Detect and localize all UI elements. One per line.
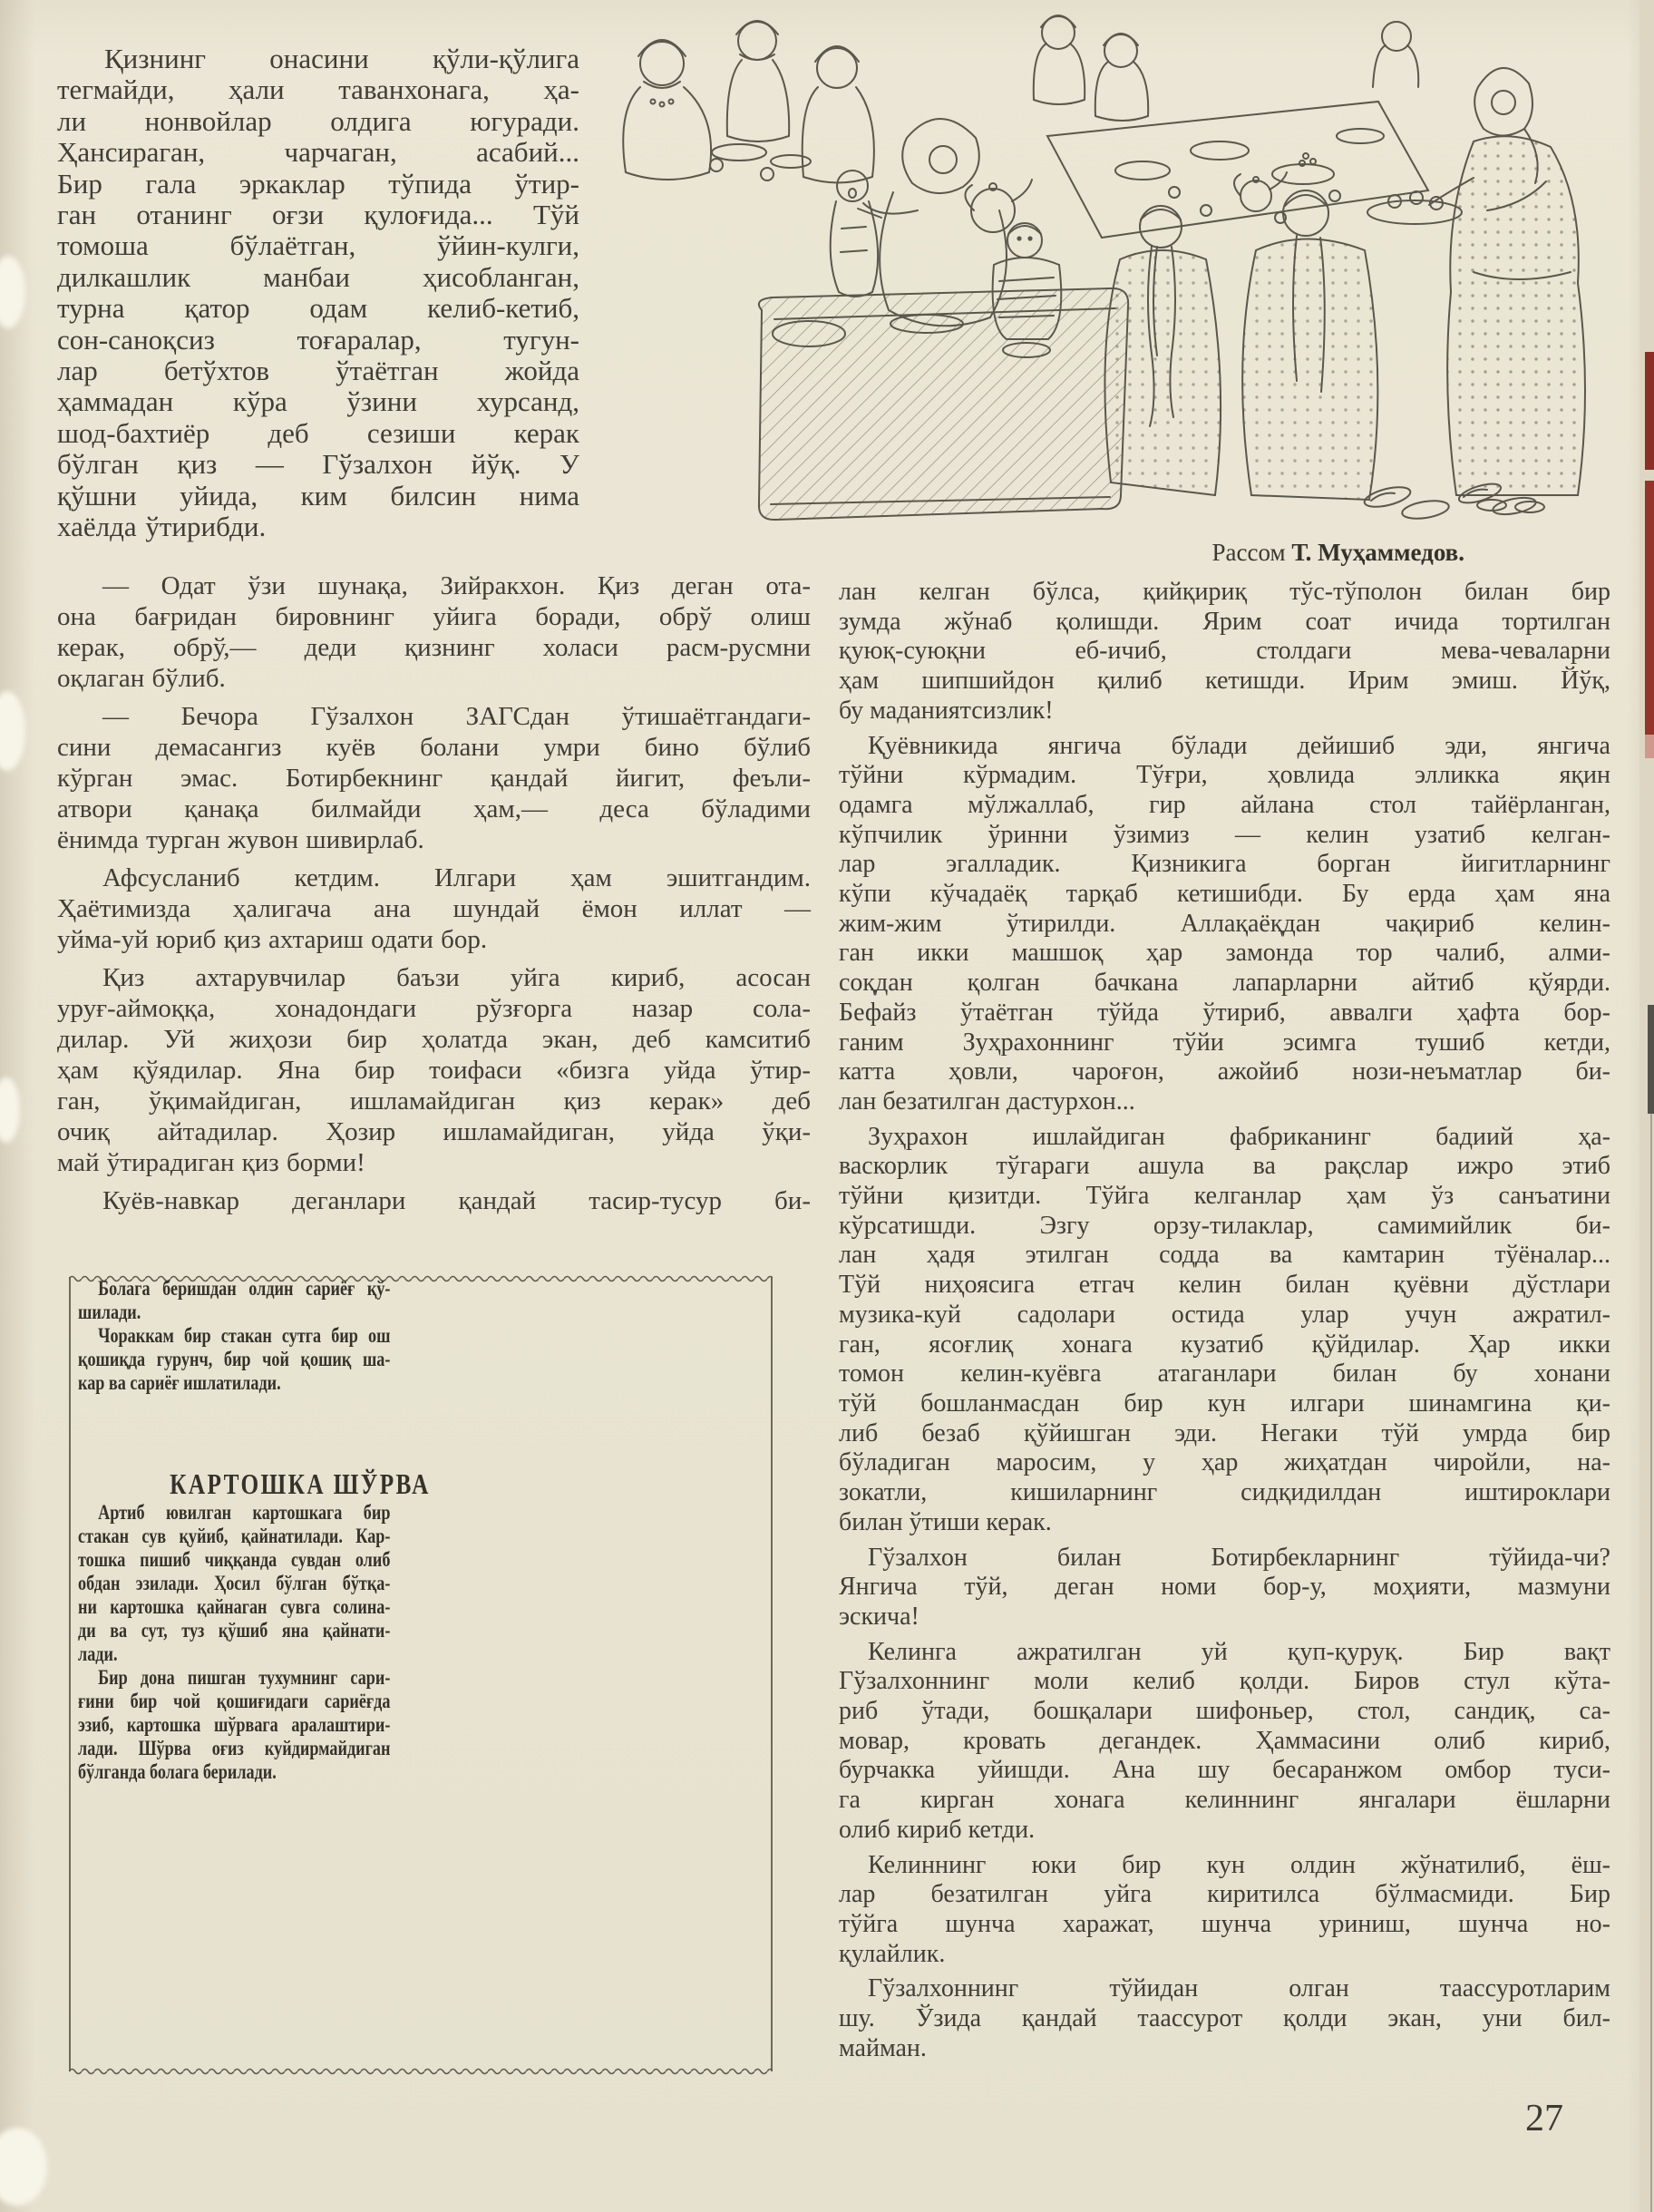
text-line: Болага беришдан олдин сариёғ қў- xyxy=(98,1277,391,1300)
paragraph xyxy=(57,44,579,543)
paragraph xyxy=(78,1277,390,1324)
text-line: Қуёвникида янгича бўлади дейишиб эди, янгича xyxy=(868,731,1610,760)
paragraph xyxy=(839,1851,1610,1970)
text-line: шилади. xyxy=(78,1301,141,1323)
text-line: тўй бошланмасдан бир кун илгари шинамгина қи- xyxy=(839,1389,1610,1418)
text-line: мовар, кровать дегандек. Ҳаммасини олиб кириб, xyxy=(839,1726,1610,1755)
intro-column xyxy=(57,44,579,543)
paragraph xyxy=(57,962,811,1178)
text-line: хаёлда ўтирибди. xyxy=(57,511,267,543)
text-line: қўшни уйида, ким билсин нима xyxy=(57,479,579,512)
text-line: ди ва сут, туз қўшиб яна қайнати- xyxy=(78,1619,391,1642)
text-line: Ҳансираган, чарчаган, асабий... xyxy=(57,136,579,169)
text-line: билан ўтиши керак. xyxy=(839,1507,1052,1536)
text-line: тўйни кўрмадим. Тўғри, ҳовлида элликка яқин xyxy=(839,761,1610,790)
text-line: кўпчилик ўринни ўзимиз — келин узатиб келган- xyxy=(839,820,1610,849)
quilt-rug xyxy=(759,288,1128,520)
text-line: қошиқда гурунч, бир чой қошиқ ша- xyxy=(78,1348,391,1370)
paragraph xyxy=(839,732,1610,1117)
text-line: тегмайди, ҳали таванхонага, ҳа- xyxy=(57,73,579,106)
story-column-left xyxy=(57,570,811,1216)
text-line: оқлаган бўлиб. xyxy=(57,664,226,693)
text-line: ганим Зуҳрахоннинг тўйи эсимга тушиб кетди, xyxy=(839,1028,1610,1057)
text-line: Куёв-навкар деганлари қандай тасир-тусур би- xyxy=(102,1186,811,1215)
text-line: кўрган эмас. Ботирбекнинг қандай йигит, феъли- xyxy=(57,764,811,793)
text-line: либ безаб қўйишган эди. Негаки тўй умрда бир xyxy=(839,1418,1610,1447)
text-line: лар бетўхтов ўтаётган жойда xyxy=(57,355,579,387)
seated-guests-left xyxy=(623,21,874,183)
text-line: Гўзалхоннинг тўйидан олган таассуротларим xyxy=(868,1974,1610,2003)
text-line: соқдан қолган бачкана лапарларни айтиб қўярди. xyxy=(839,969,1610,998)
page-edge-pink-strip xyxy=(1645,735,1654,758)
page-edge-line xyxy=(1650,1114,1652,2212)
text-line: ни картошка қайнаган сувга солина- xyxy=(78,1595,391,1618)
text-line: Зуҳрахон ишлайдиган фабриканинг бадиий ҳа- xyxy=(868,1122,1610,1151)
text-line: кўрсатишди. Эзгу орзу-тилаклар, самимийлик би- xyxy=(839,1211,1610,1240)
page-edge-red-strip xyxy=(1645,352,1654,470)
text-line: музика-куй садолари остида улар учун ажратил- xyxy=(839,1300,1610,1329)
text-line: дилкашлик манбаи ҳисобланган, xyxy=(57,260,579,293)
paper-blemish xyxy=(0,2128,47,2206)
text-line: риб ўтади, бошқалари шифоньер, стол, сандиқ, са- xyxy=(839,1697,1610,1726)
paragraph xyxy=(57,570,811,694)
text-line: бурчакка уйишди. Ана шу бесаранжом омбор туси- xyxy=(839,1756,1610,1785)
paragraph xyxy=(78,1501,390,1666)
text-line: Гўзалхон билан Ботирбекларнинг тўйида-чи? xyxy=(868,1543,1610,1572)
recipe-box xyxy=(69,1277,773,2071)
text-line: ган, ўқимайдиган, ишламайдиган қиз керак» деб xyxy=(57,1087,811,1116)
paragraph xyxy=(57,862,811,955)
text-line: шод-бахтиёр деб сезиши керак xyxy=(57,416,579,449)
text-line: ҳам шипшийдон қилиб кетишди. Ирим эмиш. Йўқ, xyxy=(839,667,1610,696)
paragraph xyxy=(839,1974,1610,2063)
text-line: бу маданиятсизлик! xyxy=(839,696,1054,725)
text-line: сон-саноқсиз тоғаралар, тугун- xyxy=(57,323,579,356)
text-line: катта ҳовли, чароғон, ажойиб нози-неъматлар би- xyxy=(839,1057,1610,1087)
text-line: она бағридан бировнинг уйига боради, обрў олиш xyxy=(57,602,811,631)
text-line: лар безатилган уйга киритилса бўлмасмиди. Бир xyxy=(839,1880,1610,1909)
text-line: — Бечора Гўзалхон ЗАГСдан ўтишаётгандаги- xyxy=(102,702,811,731)
text-line: Келиннинг юки бир кун олдин жўнатилиб, ёш- xyxy=(868,1850,1610,1879)
text-line: Бир дона пишган тухумнинг сари- xyxy=(98,1666,391,1689)
text-line: лади. xyxy=(78,1642,118,1665)
text-line: Янгича тўй, деган номи бор-у, моҳияти, мазмуни xyxy=(839,1573,1610,1602)
paragraph xyxy=(839,1638,1610,1846)
text-line: тошка пишиб чиққанда сувдан олиб xyxy=(78,1548,391,1571)
text-line: Афсусланиб кетдим. Илгари ҳам эшитгандим. xyxy=(102,863,811,892)
text-line: ган, ясоғлиқ хонага кузатиб қўйдилар. Ҳар икки xyxy=(839,1330,1610,1359)
text-line: май ўтирадиган қиз борми! xyxy=(57,1148,365,1177)
text-line: Бефайз ўтаётган тўйда ўтириб, аввалги ҳафта бор- xyxy=(839,998,1610,1027)
text-line: ган отанинг оғзи қулоғида... Тўй xyxy=(57,199,579,231)
paragraph xyxy=(78,1666,390,1784)
text-line: — Одат ўзи шунақа, Зийракхон. Қиз деган ота- xyxy=(102,571,811,600)
text-line: қуюқ-суюқни еб-ичиб, столдаги мева-чеваларни xyxy=(839,637,1610,666)
text-line: кар ва сариёғ ишлатилади. xyxy=(78,1371,281,1394)
text-line: ёнимда турган жувон шивирлаб. xyxy=(57,825,424,854)
recipe-title: КАРТОШКА ШЎРВА xyxy=(170,1467,431,1500)
text-line: томоша бўлаётган, ўйин-кулги, xyxy=(57,229,579,262)
paper-blemish xyxy=(0,256,25,328)
text-line: сини демасангиз куёв болани умри бино бўлиб xyxy=(57,733,811,762)
text-line: олиб кириб кетди. xyxy=(839,1815,1036,1844)
text-line: Гўзалхоннинг моли келиб қолди. Биров стул кўта- xyxy=(839,1667,1610,1696)
text-line: кўпи кўчадаёқ тарқаб кетишибди. Бу ерда ҳам яна xyxy=(839,880,1610,909)
text-line: лан келган бўлса, қийқириқ тўс-тўполон билан бир xyxy=(839,578,1610,606)
text-line: га кирган хонага келиннинг янгалари ёшларни xyxy=(839,1786,1610,1815)
text-line: Бир гала эркаклар тўпида ўтир- xyxy=(57,167,579,200)
text-line: ҳаммадан кўра ўзини хурсанд, xyxy=(57,385,579,418)
text-line: лади. Шўрва оғиз куйдирмайдиган xyxy=(78,1737,391,1759)
text-line: Артиб ювилган картошкага бир xyxy=(98,1501,391,1524)
recipe-note xyxy=(78,1277,390,1395)
text-line: томон келин-куёвга атаганлари билан бу хонани xyxy=(839,1359,1610,1389)
text-line: одамга мўлжаллаб, гир айлана стол тайёрланган, xyxy=(839,790,1610,819)
artist-label: Рассом xyxy=(1211,539,1286,566)
text-line: лар эгалладик. Қизникига борган йигитларнинг xyxy=(839,850,1610,879)
text-line: Тўй ниҳоясига етгач келин билан қуёвни дўстлари xyxy=(839,1271,1610,1300)
text-line: Қиз ахтарувчилар баъзи уйга кириб, асосан xyxy=(102,963,811,992)
text-line: обдан эзилади. Ҳосил бўлган бўтқа- xyxy=(78,1572,391,1594)
text-line: ҳам қўядилар. Яна бир тоифаси «бизга уйда ўтир- xyxy=(57,1056,811,1085)
text-line: керак, обрў,— деди қизнинг холаси расм-русмни xyxy=(57,633,811,662)
standing-woman-with-tray xyxy=(1367,68,1585,512)
text-line: эзиб, картошка шўрвага аралаштири- xyxy=(78,1713,391,1736)
text-line: зумда жўнаб қолишди. Ярим соат ичида тортилган xyxy=(839,607,1610,636)
text-line: очиқ айтадилар. Ҳозир ишламайдиган, уйда ўқи- xyxy=(57,1117,811,1146)
paper-blemish xyxy=(0,691,25,771)
wavy-border-bottom xyxy=(69,2066,773,2075)
text-line: лан ҳадя этилган содда ва камтарин тўёналар... xyxy=(839,1241,1610,1270)
text-line: шу. Ўзида қандай таассурот қолди экан, уни бил- xyxy=(839,2004,1610,2033)
text-line: дилар. Уй жиҳози бир ҳолатда экан, деб камситиб xyxy=(57,1025,811,1054)
wedding-feast-illustration xyxy=(580,0,1632,537)
text-line: эскича! xyxy=(839,1602,919,1631)
text-line: қулайлик. xyxy=(839,1939,946,1968)
text-line: уйма-уй юриб қиз ахтариш одати бор. xyxy=(57,925,488,954)
teapot-center xyxy=(965,180,1032,232)
text-line: стакан сув қуйиб, қайнатилади. Кар- xyxy=(78,1525,391,1547)
guests-top-center xyxy=(1034,15,1418,121)
text-line: зокатли, кишиларнинг сидқидилдан иштироклари xyxy=(839,1478,1610,1507)
text-line: ли нонвойлар олдига югуради. xyxy=(57,104,579,137)
text-line: Қизнинг онасини қўли-қўлига xyxy=(104,43,579,74)
paragraph xyxy=(839,1544,1610,1632)
text-line: майман. xyxy=(839,2033,927,2062)
text-line: Ҳаётимизда ҳалигача ана шундай ёмон иллат — xyxy=(57,894,811,923)
paragraph xyxy=(78,1324,390,1395)
text-line: ган икки машшоқ ҳар замонда тор чалиб, алми- xyxy=(839,939,1610,968)
text-line: бўлганда болага берилади. xyxy=(78,1760,277,1783)
paragraph xyxy=(57,1185,811,1216)
recipe-box-text xyxy=(78,1277,431,1784)
text-line: турна қатор одам келиб-кетиб, xyxy=(57,292,579,325)
paragraph xyxy=(57,701,811,855)
text-line: тўйни қизитди. Тўйга келганлар ҳам ўз санъатини xyxy=(839,1182,1610,1211)
page-number: 27 xyxy=(1525,2098,1563,2139)
text-line: бўладиган маросим, у ҳар жиҳатдан чиройли, на- xyxy=(839,1448,1610,1477)
text-line: ғини бир чой қошиғидаги сариёғда xyxy=(78,1690,391,1712)
story-column-right xyxy=(839,578,1610,2063)
paragraph xyxy=(839,578,1610,726)
text-line: Келинга ажратилган уй қуп-қуруқ. Бир вақт xyxy=(868,1637,1610,1666)
text-line: атвори қанақа билмайди ҳам,— деса бўладими xyxy=(57,794,811,823)
text-line: уруғ-аймоққа, хонадондаги рўзғорга назар сола- xyxy=(57,994,811,1023)
page-edge-dark-strip xyxy=(1648,1005,1654,1114)
illustration-caption xyxy=(839,537,1464,568)
text-line: лан безатилган дастурхон... xyxy=(839,1087,1135,1116)
artist-name: Т. Муҳаммедов. xyxy=(1291,539,1464,566)
paragraph xyxy=(839,1123,1610,1538)
text-line: тўйга шунча харажат, шунча уриниш, шунча но- xyxy=(839,1909,1610,1938)
text-line: бўлган қиз — Гўзалхон йўқ. У xyxy=(57,448,579,481)
recipe-steps xyxy=(78,1501,390,1784)
text-line: Чораккам бир стакан сутга бир ош xyxy=(98,1324,391,1347)
text-line: жим-жим ўтирилди. Аллақаёқдан чақириб келин- xyxy=(839,909,1610,938)
text-line: васкорлик тўгараги ашула ва рақслар ижро этиб xyxy=(839,1152,1610,1181)
girls-with-braids xyxy=(1104,190,1377,500)
page-edge-red-strip xyxy=(1645,481,1654,735)
paper-blemish xyxy=(0,1077,20,1143)
